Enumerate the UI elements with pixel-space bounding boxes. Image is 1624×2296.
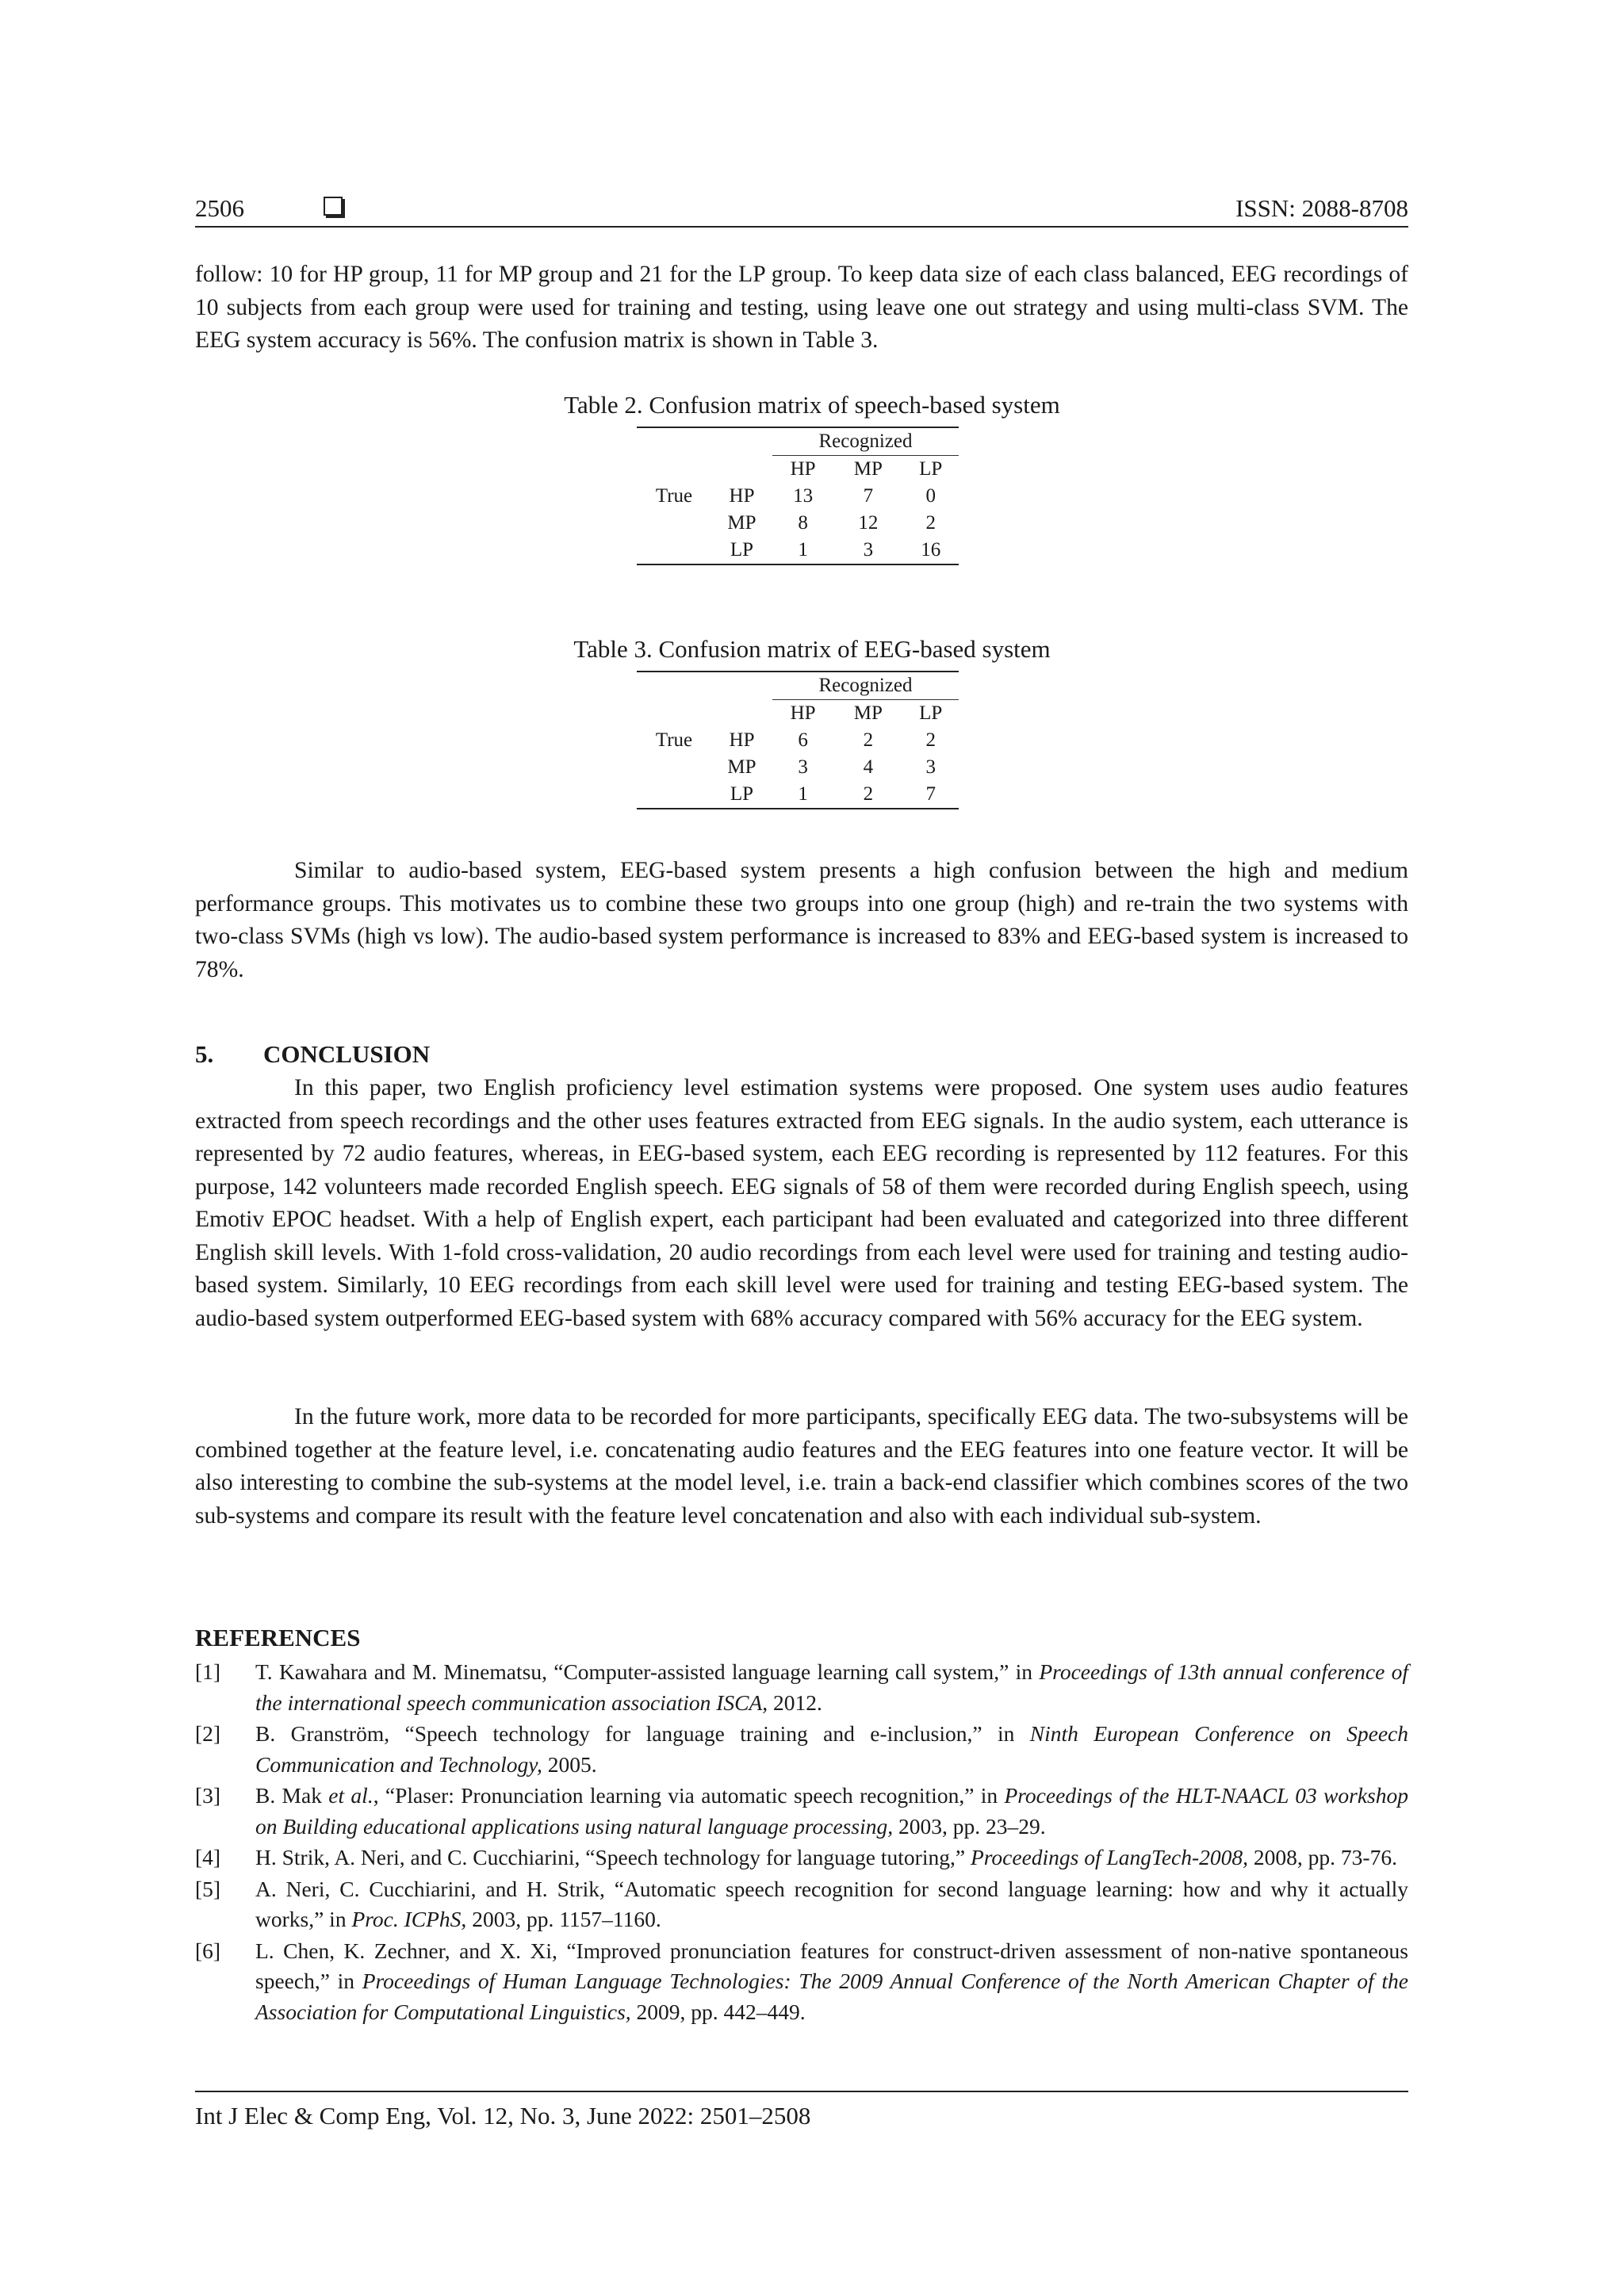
- reference-number: [1]: [195, 1659, 221, 1684]
- table3-caption: Table 3. Confusion matrix of EEG-based system: [573, 635, 1051, 663]
- reference-item: [6] L. Chen, K. Zechner, and X. Xi, “Improved pronunciation features for construct-driven assessment of non-native spontaneous speech,” in Proceedings of Human Language Technologies: The 2009 Annual Conference of the North American Chapter of the Association for Computational Linguistics, 2009, pp. 442–449.: [195, 1936, 1408, 2028]
- cell: 2: [925, 512, 936, 534]
- table3-confusion-matrix: [637, 671, 959, 809]
- conclusion-paragraph-2: In the future work, more data to be recorded for more participants, specifically EEG data. The two-subsystems will be combined together at the feature level, i.e. concatenating audio features and the EEG features into one feature vector. It will be also interesting to combine the sub-systems at the model level, i.e. train a back-end classifier which combines scores of the two sub-systems and compare its result with the feature level concatenation and also with each individual sub-system.: [195, 1404, 1408, 1529]
- cell: 16: [902, 537, 959, 564]
- reference-item: [3] B. Mak et al., “Plaser: Pronunciation learning via automatic speech recognition,” in Proceedings of the HLT-NAACL 03 workshop on Building educational applications using natural language processing, 2003, pp. 23–29.: [195, 1781, 1408, 1842]
- cell: 4: [863, 756, 874, 778]
- cell: 7: [902, 781, 959, 809]
- table-row: [637, 510, 959, 537]
- reference-number: [5]: [195, 1876, 221, 1901]
- reference-item: [1] T. Kawahara and M. Minematsu, “Computer-assisted language learning call system,” in Proceedings of 13th annual conference of the international speech communication association ISCA, 2012.: [195, 1657, 1408, 1718]
- cell: 2: [863, 729, 874, 751]
- cell: 3: [798, 756, 808, 778]
- section-number: 5.: [195, 1040, 214, 1068]
- cell: 1: [772, 781, 833, 809]
- cell: 12: [858, 512, 879, 534]
- cell: 6: [798, 729, 808, 751]
- reference-number: [2]: [195, 1721, 221, 1746]
- row-label: HP: [729, 729, 755, 751]
- table3-column-row: [637, 700, 959, 728]
- intro-paragraph: follow: 10 for HP group, 11 for MP group and 21 for the LP group. To keep data size of each class balanced, EEG recordings of 10 subjects from each group were used for training and testing, using leave one out strategy and using multi-class SVM. The EEG system accuracy is 56%. The confusion matrix is shown in Table 3.: [195, 262, 1408, 353]
- cell: 2: [833, 781, 902, 809]
- table-row: [637, 754, 959, 781]
- reference-number: [4]: [195, 1845, 221, 1869]
- table3-col-mp: MP: [853, 702, 883, 724]
- section-heading-conclusion: [195, 1040, 430, 1069]
- row-label: LP: [711, 537, 772, 564]
- references-heading: REFERENCES: [195, 1624, 361, 1651]
- section-title: CONCLUSION: [263, 1040, 431, 1068]
- reference-item: [2] B. Granström, “Speech technology for language training and e-inclusion,” in Ninth European Conference on Speech Communication and Technology, 2005.: [195, 1719, 1408, 1780]
- cell: 0: [925, 485, 936, 507]
- row-label: LP: [711, 781, 772, 809]
- row-label: MP: [727, 756, 756, 778]
- row-label: HP: [729, 485, 755, 507]
- table3-recognized-label: Recognized: [772, 672, 959, 700]
- reference-number: [6]: [195, 1938, 221, 1963]
- table-row: [637, 781, 959, 809]
- table2-true-label: True: [655, 485, 693, 507]
- table-row: [637, 537, 959, 564]
- table2-col-lp: LP: [919, 458, 943, 480]
- table3-col-hp: HP: [790, 702, 816, 724]
- references-list: [195, 1657, 1408, 2028]
- table2-col-mp: MP: [853, 458, 883, 480]
- conclusion-paragraph-1: In this paper, two English proficiency level estimation systems were proposed. One system uses audio features extracted from speech recordings and the other uses features extracted from EEG signals. In the audio system, each utterance is represented by 72 audio features, whereas, in EEG-based system, each EEG recording is represented by 112 features. For this purpose, 142 volunteers made recorded English speech. EEG signals of 58 of them were recorded during English speech, using Emotiv EPOC headset. With a help of English expert, each participant had been evaluated and categorized into three different English skill levels. With 1-fold cross-validation, 20 audio recordings from each level were used for training and testing audio-based system. Similarly, 10 EEG recordings from each skill level were used for training and testing EEG-based system. The audio-based system outperformed EEG-based system with 68% accuracy compared with 56% accuracy for the EEG system.: [195, 1075, 1408, 1331]
- row-label: MP: [727, 512, 756, 534]
- table2-column-row: [637, 456, 959, 484]
- table3-header-row: [637, 672, 959, 700]
- table2-header-row: [637, 427, 959, 456]
- page-number: 2506: [195, 194, 244, 222]
- table2-col-hp: HP: [790, 458, 816, 480]
- reference-number: [3]: [195, 1783, 221, 1808]
- cell: 1: [772, 537, 833, 564]
- issn: ISSN: 2088-8708: [1235, 194, 1408, 222]
- cell: 3: [833, 537, 902, 564]
- cell: 3: [925, 756, 936, 778]
- table-row: [637, 483, 959, 510]
- paragraph-similar: Similar to audio-based system, EEG-based system presents a high confusion between the high and medium performance groups. This motivates us to combine these two groups into one group (high) and re-train the two systems with two-class SVMs (high vs low). The audio-based system performance is increased to 83% and EEG-based system is increased to 78%.: [195, 858, 1408, 982]
- table-row: [637, 727, 959, 754]
- running-header: [195, 191, 1408, 228]
- table3-true-label: True: [655, 729, 693, 751]
- table2-confusion-matrix: [637, 427, 959, 565]
- square-icon: [324, 197, 343, 216]
- cell: 7: [863, 485, 874, 507]
- cell: 13: [793, 485, 814, 507]
- reference-item: [4] H. Strik, A. Neri, and C. Cucchiarini, “Speech technology for language tutoring,” Proceedings of LangTech-2008, 2008, pp. 73-76.: [195, 1843, 1408, 1873]
- table2-caption: Table 2. Confusion matrix of speech-based system: [564, 391, 1060, 419]
- reference-item: [5] A. Neri, C. Cucchiarini, and H. Strik, “Automatic speech recognition for second language learning: how and why it actually works,” in Proc. ICPhS, 2003, pp. 1157–1160.: [195, 1874, 1408, 1935]
- cell: 8: [798, 512, 808, 534]
- table3-col-lp: LP: [919, 702, 943, 724]
- table2-recognized-label: Recognized: [772, 427, 959, 456]
- cell: 2: [925, 729, 936, 751]
- running-footer: Int J Elec & Comp Eng, Vol. 12, No. 3, June 2022: 2501–2508: [195, 2091, 1408, 2130]
